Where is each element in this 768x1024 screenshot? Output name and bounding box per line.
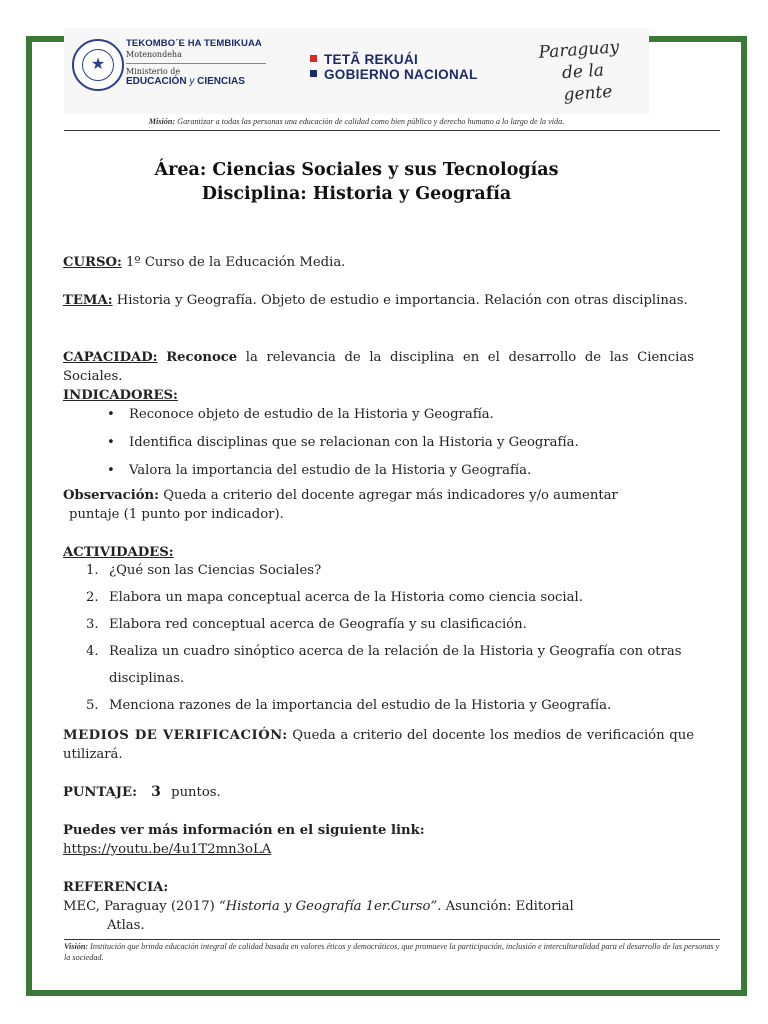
referencia-book-title: “Historia y Geografía 1er.Curso” [218, 899, 438, 914]
referencia-publisher: . Asunción: Editorial [437, 899, 574, 914]
item-text: Realiza un cuadro sinóptico acerca de la relación de la Historia y Geografía con otras disciplinas. [109, 644, 682, 686]
ministry-title: TEKOMBO´E HA TEMBIKUAA [126, 38, 262, 49]
mission-text: Garantizar a todas las personas una educación de calidad como bien público y derecho humano a lo largo de la vida. [177, 117, 565, 126]
list-item [63, 584, 694, 611]
ministry-logo [126, 38, 296, 87]
ministry-name-edu: EDUCACIÓN [126, 76, 187, 87]
indicadores-list [63, 405, 694, 489]
vision-label: Visión: [64, 942, 89, 951]
capacidad-verb: Reconoce [166, 350, 238, 365]
actividades-section [63, 543, 694, 719]
medios-label: MEDIOS DE VERIFICACIÓN: [63, 728, 288, 743]
item-number: 2. [86, 590, 99, 605]
list-item [63, 692, 694, 719]
list-item [63, 611, 694, 638]
observacion-text: Queda a criterio del docente agregar más indicadores y/o aumentar [163, 488, 618, 503]
puntaje-section [63, 783, 694, 802]
footer-divider [64, 939, 720, 940]
list-item: • Reconoce objeto de estudio de la Historia y Geografía. [129, 405, 694, 433]
item-text: Menciona razones de la importancia del estudio de la Historia y Geografía. [109, 698, 612, 713]
curso-section [63, 253, 694, 272]
item-number: 1. [86, 563, 99, 578]
referencia-line-2: Atlas. [107, 918, 145, 933]
ministry-name-y: y [189, 76, 195, 87]
government-seal-icon [72, 39, 124, 91]
list-item [63, 638, 694, 692]
slogan-line-1: Paraguay [537, 37, 620, 63]
ministry-divider [126, 63, 266, 64]
observacion-section [63, 486, 694, 524]
referencia-section [63, 878, 694, 935]
red-square-icon [310, 55, 317, 62]
area-title: Área: Ciencias Sociales y sus Tecnologías [154, 160, 559, 180]
referencia-line-1 [63, 897, 694, 916]
capacidad-label: CAPACIDAD: [63, 350, 158, 365]
curso-text: 1º Curso de la Educación Media. [121, 255, 346, 270]
government-logo [310, 52, 478, 82]
medios-section [63, 726, 694, 764]
indicadores-label: INDICADORES: [63, 388, 178, 403]
observacion-text-2: puntaje (1 punto por indicador). [69, 507, 284, 522]
actividades-label: ACTIVIDADES: [63, 545, 174, 560]
ministry-name [126, 76, 296, 87]
slogan-logo [538, 34, 652, 108]
actividades-list [63, 557, 694, 719]
medios-text: Queda a criterio del docente los medios de verificación que utilizará. [63, 728, 694, 762]
info-label: Puedes ver más información en el siguiente link: [63, 823, 425, 838]
info-section [63, 821, 694, 859]
list-item [63, 557, 694, 584]
observacion-label: Observación: [63, 488, 159, 503]
item-number: 5. [86, 698, 99, 713]
header-banner [64, 28, 649, 114]
government-line-2 [310, 67, 478, 82]
ministry-name-prefix: Ministerio de [126, 67, 181, 76]
item-number: 3. [86, 617, 99, 632]
slogan-line-2: de la gente [561, 60, 613, 106]
mission-statement [64, 117, 649, 126]
referencia-label: REFERENCIA: [63, 880, 169, 895]
list-item: • Valora la importancia del estudio de la Historia y Geografía. [129, 461, 694, 489]
item-text: Elabora red conceptual acerca de Geografía y su clasificación. [109, 617, 527, 632]
puntaje-value: 3 [151, 784, 161, 800]
ministry-name-ciencias: CIENCIAS [197, 76, 245, 87]
list-item: • Identifica disciplinas que se relacionan con la Historia y Geografía. [129, 433, 694, 461]
item-number: 4. [86, 644, 99, 659]
item-text: ¿Qué son las Ciencias Sociales? [109, 563, 322, 578]
blue-square-icon [310, 70, 317, 77]
curso-label: CURSO: [63, 255, 122, 270]
puntaje-unit: puntos. [171, 785, 221, 800]
capacidad-section [63, 348, 694, 386]
document-title [64, 158, 649, 206]
referencia-author: MEC, Paraguay (2017) [63, 899, 219, 914]
video-link[interactable]: https://youtu.be/4u1T2mn3oLA [63, 842, 272, 857]
vision-text: Institución que brinda educación integral de calidad basada en valores éticos y democráticos, que promueve la participación, inclusión e interculturalidad para el desarrollo de las personas y la sociedad. [64, 942, 720, 962]
vision-statement [64, 941, 720, 963]
government-line-1 [310, 52, 478, 67]
capacidad-text: la relevancia de la disciplina en el desarrollo de las Ciencias Sociales. [63, 350, 695, 384]
indicadores-section [63, 386, 694, 489]
government-line-1-text: TETÃ REKUÁI [324, 52, 419, 67]
tema-text: Historia y Geografía. Objeto de estudio e importancia. Relación con otras disciplinas. [112, 293, 688, 308]
government-line-2-text: GOBIERNO NACIONAL [324, 67, 478, 82]
header-divider [64, 130, 720, 131]
discipline-title: Disciplina: Historia y Geografía [201, 184, 512, 204]
tema-label: TEMA: [63, 293, 113, 308]
tema-section [63, 291, 694, 310]
puntaje-label: PUNTAJE: [63, 785, 137, 800]
item-text: Elabora un mapa conceptual acerca de la Historia como ciencia social. [109, 590, 583, 605]
ministry-subtitle: Motenondeha [126, 50, 182, 59]
mission-label: Misión: [148, 117, 176, 126]
